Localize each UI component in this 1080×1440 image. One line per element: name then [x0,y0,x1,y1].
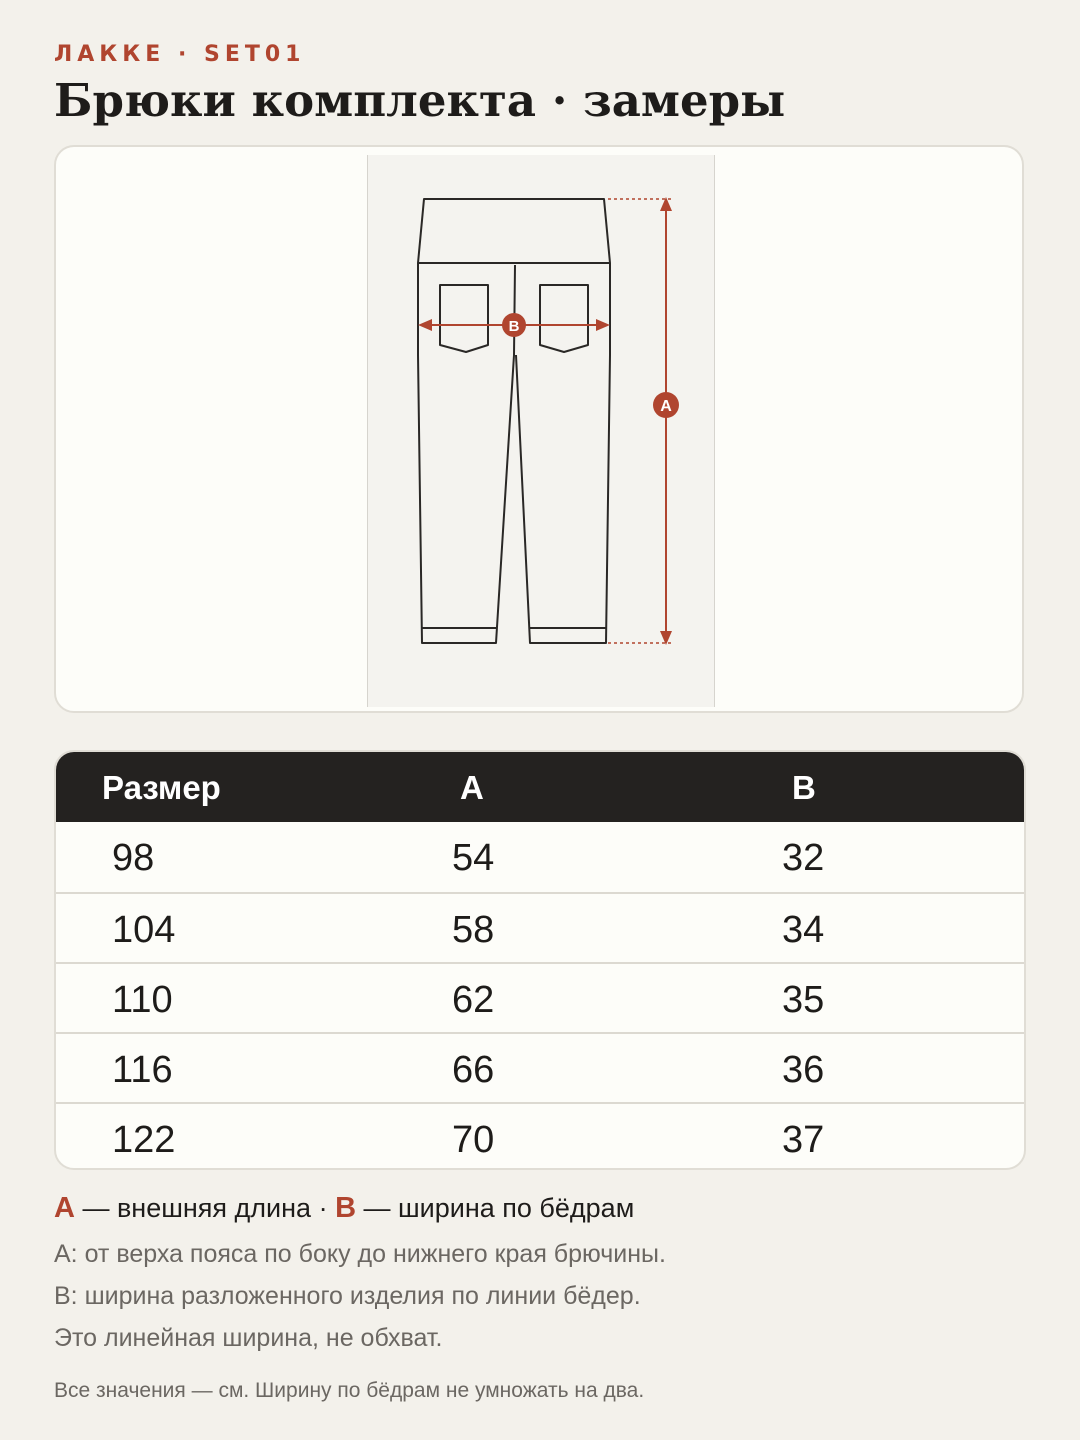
cell-size: 122 [112,1119,176,1161]
header-size: Размер [102,769,221,806]
cell-b: 32 [782,837,825,879]
table-row [56,962,1024,1032]
cell-a: 70 [452,1119,495,1161]
cell-b: 36 [782,1049,825,1091]
cell-a: 54 [452,837,495,879]
cell-size: 98 [112,837,155,879]
cell-size: 104 [112,909,176,951]
legend-text-a: — внешняя длина [74,1193,312,1223]
cell-b: 35 [782,979,825,1021]
cell-a: 62 [452,979,495,1021]
page-title: Брюки комплекта · замеры [54,74,786,127]
note-linear: Это линейная ширина, не обхват. [54,1324,443,1352]
table-row [56,822,1024,892]
table-row [56,1102,1024,1170]
table-row [56,1032,1024,1102]
cell-a: 66 [452,1049,495,1091]
size-table [54,750,1026,1170]
legend-text-b: — ширина по бёдрам [356,1193,635,1223]
legend [54,1192,634,1225]
pants-drawing [368,155,714,707]
diagram-card [54,145,1024,713]
pants-diagram [367,155,715,707]
brand-label: ЛАККЕ · SET01 [54,42,306,67]
legend-separator: · [311,1193,336,1223]
cell-a: 58 [452,909,495,951]
table-row [56,892,1024,962]
table-header [56,752,1024,822]
header-a: A [460,769,484,806]
legend-key-b: B [335,1192,357,1224]
measure-b-label: B [508,318,520,335]
cell-size: 116 [112,1049,173,1091]
cell-b: 34 [782,909,825,951]
header-b: B [792,769,816,806]
note-b: B: ширина разложенного изделия по линии бёдер. [54,1282,641,1310]
note-a: A: от верха пояса по боку до нижнего края брючины. [54,1240,666,1268]
legend-key-a: A [54,1192,75,1224]
cell-size: 110 [112,979,173,1021]
measure-a-label: A [660,398,672,415]
cell-b: 37 [782,1119,825,1161]
footer-note: Все значения — см. Ширину по бёдрам не умножать на два. [54,1379,645,1402]
